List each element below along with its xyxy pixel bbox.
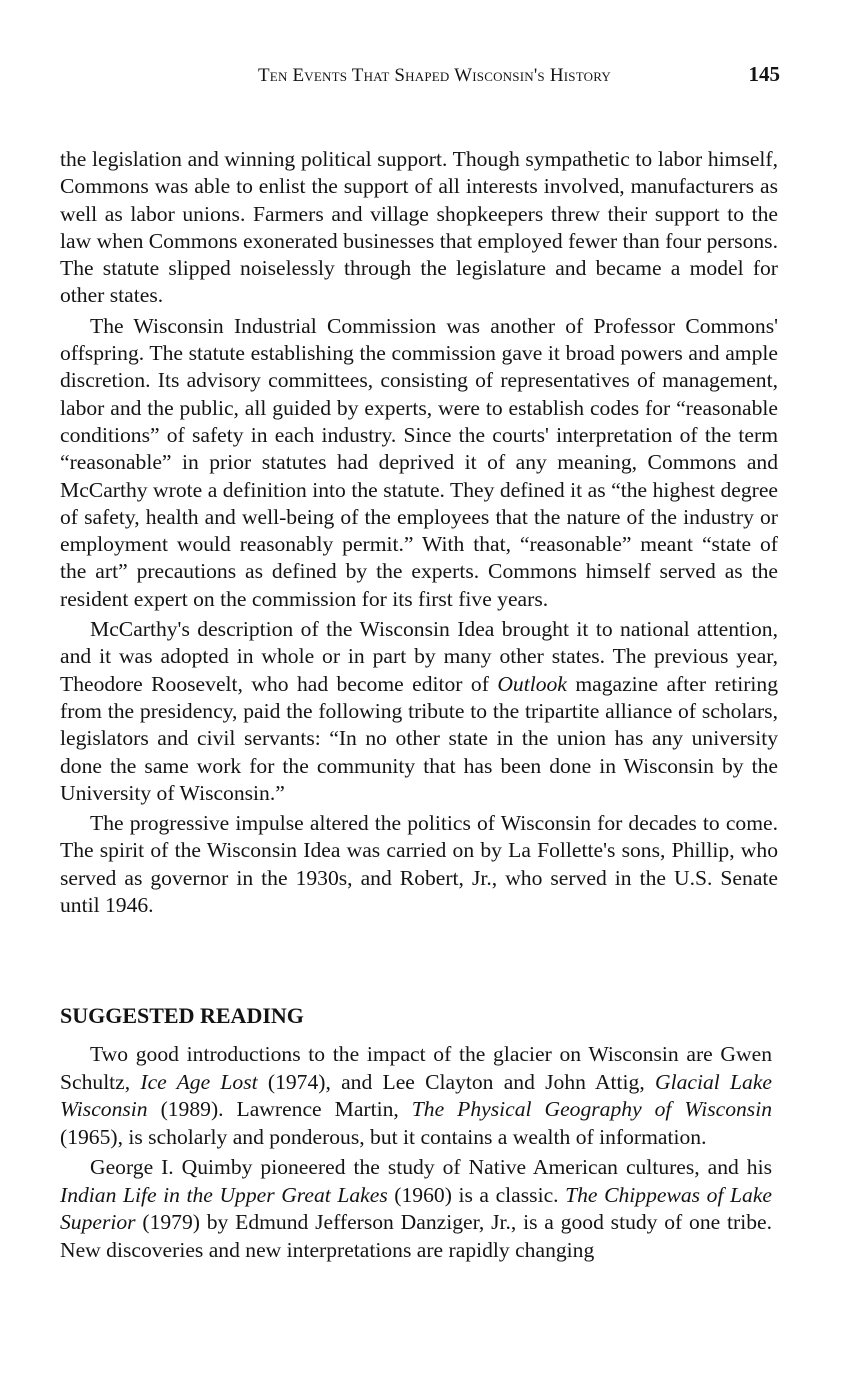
text-run: (1960) is a classic. <box>387 1182 566 1207</box>
text-run: McCarthy's description of the Wisconsin Idea brought it to national attention, and it was adopted in whole or in part by many other states. The previous year, Theodore Roosevelt, who had become editor of <box>60 617 778 696</box>
text-run: (1974), and Lee Clayton and John Attig, <box>257 1069 655 1094</box>
text-run: George I. Quimby pioneered the study of Native American cultures, and his <box>90 1155 772 1179</box>
text-run: (1979) by Edmund Jefferson Danziger, Jr., is a good study of one tribe. New discoveries and new interpretations are rapidly changing <box>60 1210 772 1262</box>
paragraph-industrial-commission: The Wisconsin Industrial Commission was another of Professor Commons' offspring. The statute establishing the commission gave it broad powers and ample discretion. Its advisory committees, consisting of representatives of management, labor and the public, all guided by experts, were to establish codes for “reasonable conditions” of safety in each industry. Since the courts' interpretation of the term “reasonable” in prior statutes had deprived it of any meaning, Commons and McCarthy wrote a definition into the statute. They defined it as “the highest degree of safety, health and well-being of the employees that the nature of the industry or employment would reasonably permit.” With that, “reasonable” meant “state of the art” precautions as defined by the experts. Commons himself served as the resident expert on the commission for its first five years. <box>60 313 778 611</box>
reading-paragraph-native-american <box>60 1154 772 1264</box>
paragraph-wisconsin-idea <box>60 616 778 807</box>
body-text <box>60 146 778 922</box>
text-run: Two good introductions to the impact of the glacier on Wisconsin are Gwen Schultz, <box>60 1042 772 1094</box>
italic-title: Outlook <box>497 671 567 696</box>
paragraph-continued: the legislation and winning political support. Though sympathetic to labor himself, Commons was able to enlist the support of all interests involved, manufacturers as well as labor unions. Farmers and village shopkeepers threw their support to the law when Commons exonerated businesses that employed fewer than four persons. The statute slipped noiselessly through the legislature and became a model for other states. <box>60 147 778 308</box>
paragraph-progressive-impulse: The progressive impulse altered the politics of Wisconsin for decades to come. The spirit of the Wisconsin Idea was carried on by La Follette's sons, Phillip, who served as governor in the 1930s, and Robert, Jr., who served in the U.S. Senate until 1946. <box>60 811 778 918</box>
italic-title: The Chippewas of Lake Superior <box>60 1182 772 1234</box>
italic-title: Ice Age Lost <box>140 1069 258 1094</box>
italic-title: Indian Life in the Upper Great Lakes <box>60 1182 388 1207</box>
text-run: (1965), is scholarly and ponderous, but it contains a wealth of information. <box>60 1124 707 1149</box>
italic-title: The Physical Geography of Wisconsin <box>411 1097 772 1121</box>
suggested-reading-text <box>60 1041 772 1267</box>
text-run: magazine after retiring from the presidency, paid the following tribute to the tripartite alliance of scholars, legislators and civil servants: “In no other state in the union has any university done the same work for the community that has been done in Wisconsin by the University of Wisconsin.” <box>60 671 779 805</box>
reading-paragraph-glacier <box>60 1041 772 1151</box>
page-number: 145 <box>748 62 780 86</box>
section-heading: SUGGESTED READING <box>60 1003 304 1028</box>
running-header <box>258 62 780 87</box>
running-header-title: Ten Events That Shaped Wisconsin's History <box>258 65 611 86</box>
text-run: (1989). Lawrence Martin, <box>147 1097 412 1121</box>
italic-title: Glacial Lake Wisconsin <box>60 1069 772 1121</box>
